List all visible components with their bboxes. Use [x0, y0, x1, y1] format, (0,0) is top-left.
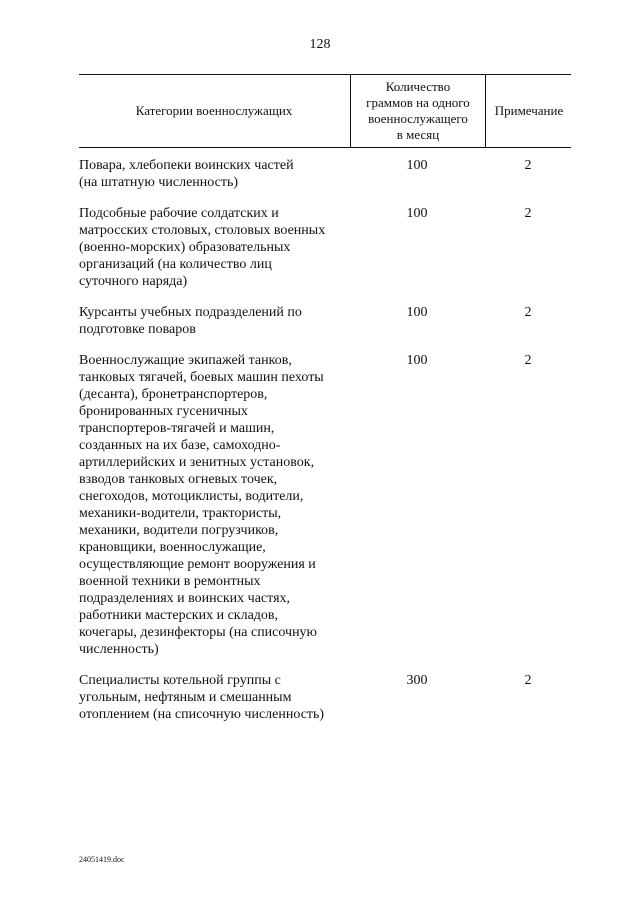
row-quantity: 100 [406, 353, 428, 368]
row-quantity: 300 [406, 673, 428, 688]
table-row [79, 205, 571, 290]
header-note-label: Примечание [494, 103, 564, 118]
header-category [79, 75, 349, 147]
table-row [79, 352, 571, 658]
row-category: Военнослужащие экипажей танков, танковых тягачей, боевых машин пехоты (десанта), бронетранспортеров, бронированных гусеничных транспортеров-тягачей и машин, созданных на их базе, самоходно- артиллерийских и зенитных установок, взводов танковых огневых точек, снегоходов, мотоциклисты, водители, механики-водители, трактористы, механики, водители погрузчиков, крановщики, военнослужащие, осуществляющие ремонт вооружения и военной техники в ремонтных подразделениях и воинских частях, работники мастерских и складов, кочегары, дезинфекторы (на списочную численность) [79, 353, 324, 657]
page-number: 128 [309, 37, 331, 52]
row-note: 2 [524, 353, 532, 368]
row-note: 2 [524, 206, 532, 221]
row-quantity: 100 [406, 305, 428, 320]
row-note: 2 [524, 673, 532, 688]
table-body [79, 157, 571, 723]
row-category: Подсобные рабочие солдатских и матросских столовых, столовых военных (военно-морских) образовательных организаций (на количество лиц суточного наряда) [79, 206, 326, 289]
rations-table [79, 74, 571, 737]
header-note [485, 75, 572, 147]
row-note: 2 [524, 305, 532, 320]
table-row [79, 304, 571, 338]
header-quantity-label: Количество граммов на одного военнослужащего в месяц [366, 79, 470, 142]
table-row [79, 157, 571, 191]
header-category-label: Категории военнослужащих [135, 103, 293, 118]
row-quantity: 100 [406, 158, 428, 173]
table-header [79, 74, 571, 148]
header-quantity [350, 75, 485, 147]
row-note: 2 [524, 158, 532, 173]
row-quantity: 100 [406, 206, 428, 221]
row-category: Повара, хлебопеки воинских частей (на штатную численность) [79, 158, 294, 190]
row-category: Специалисты котельной группы с угольным, нефтяным и смешанным отоплением (на списочную численность) [79, 673, 325, 722]
file-name-footer: 24051419.doc [79, 855, 125, 864]
row-category: Курсанты учебных подразделений по подготовке поваров [79, 305, 302, 337]
table-row [79, 672, 571, 723]
